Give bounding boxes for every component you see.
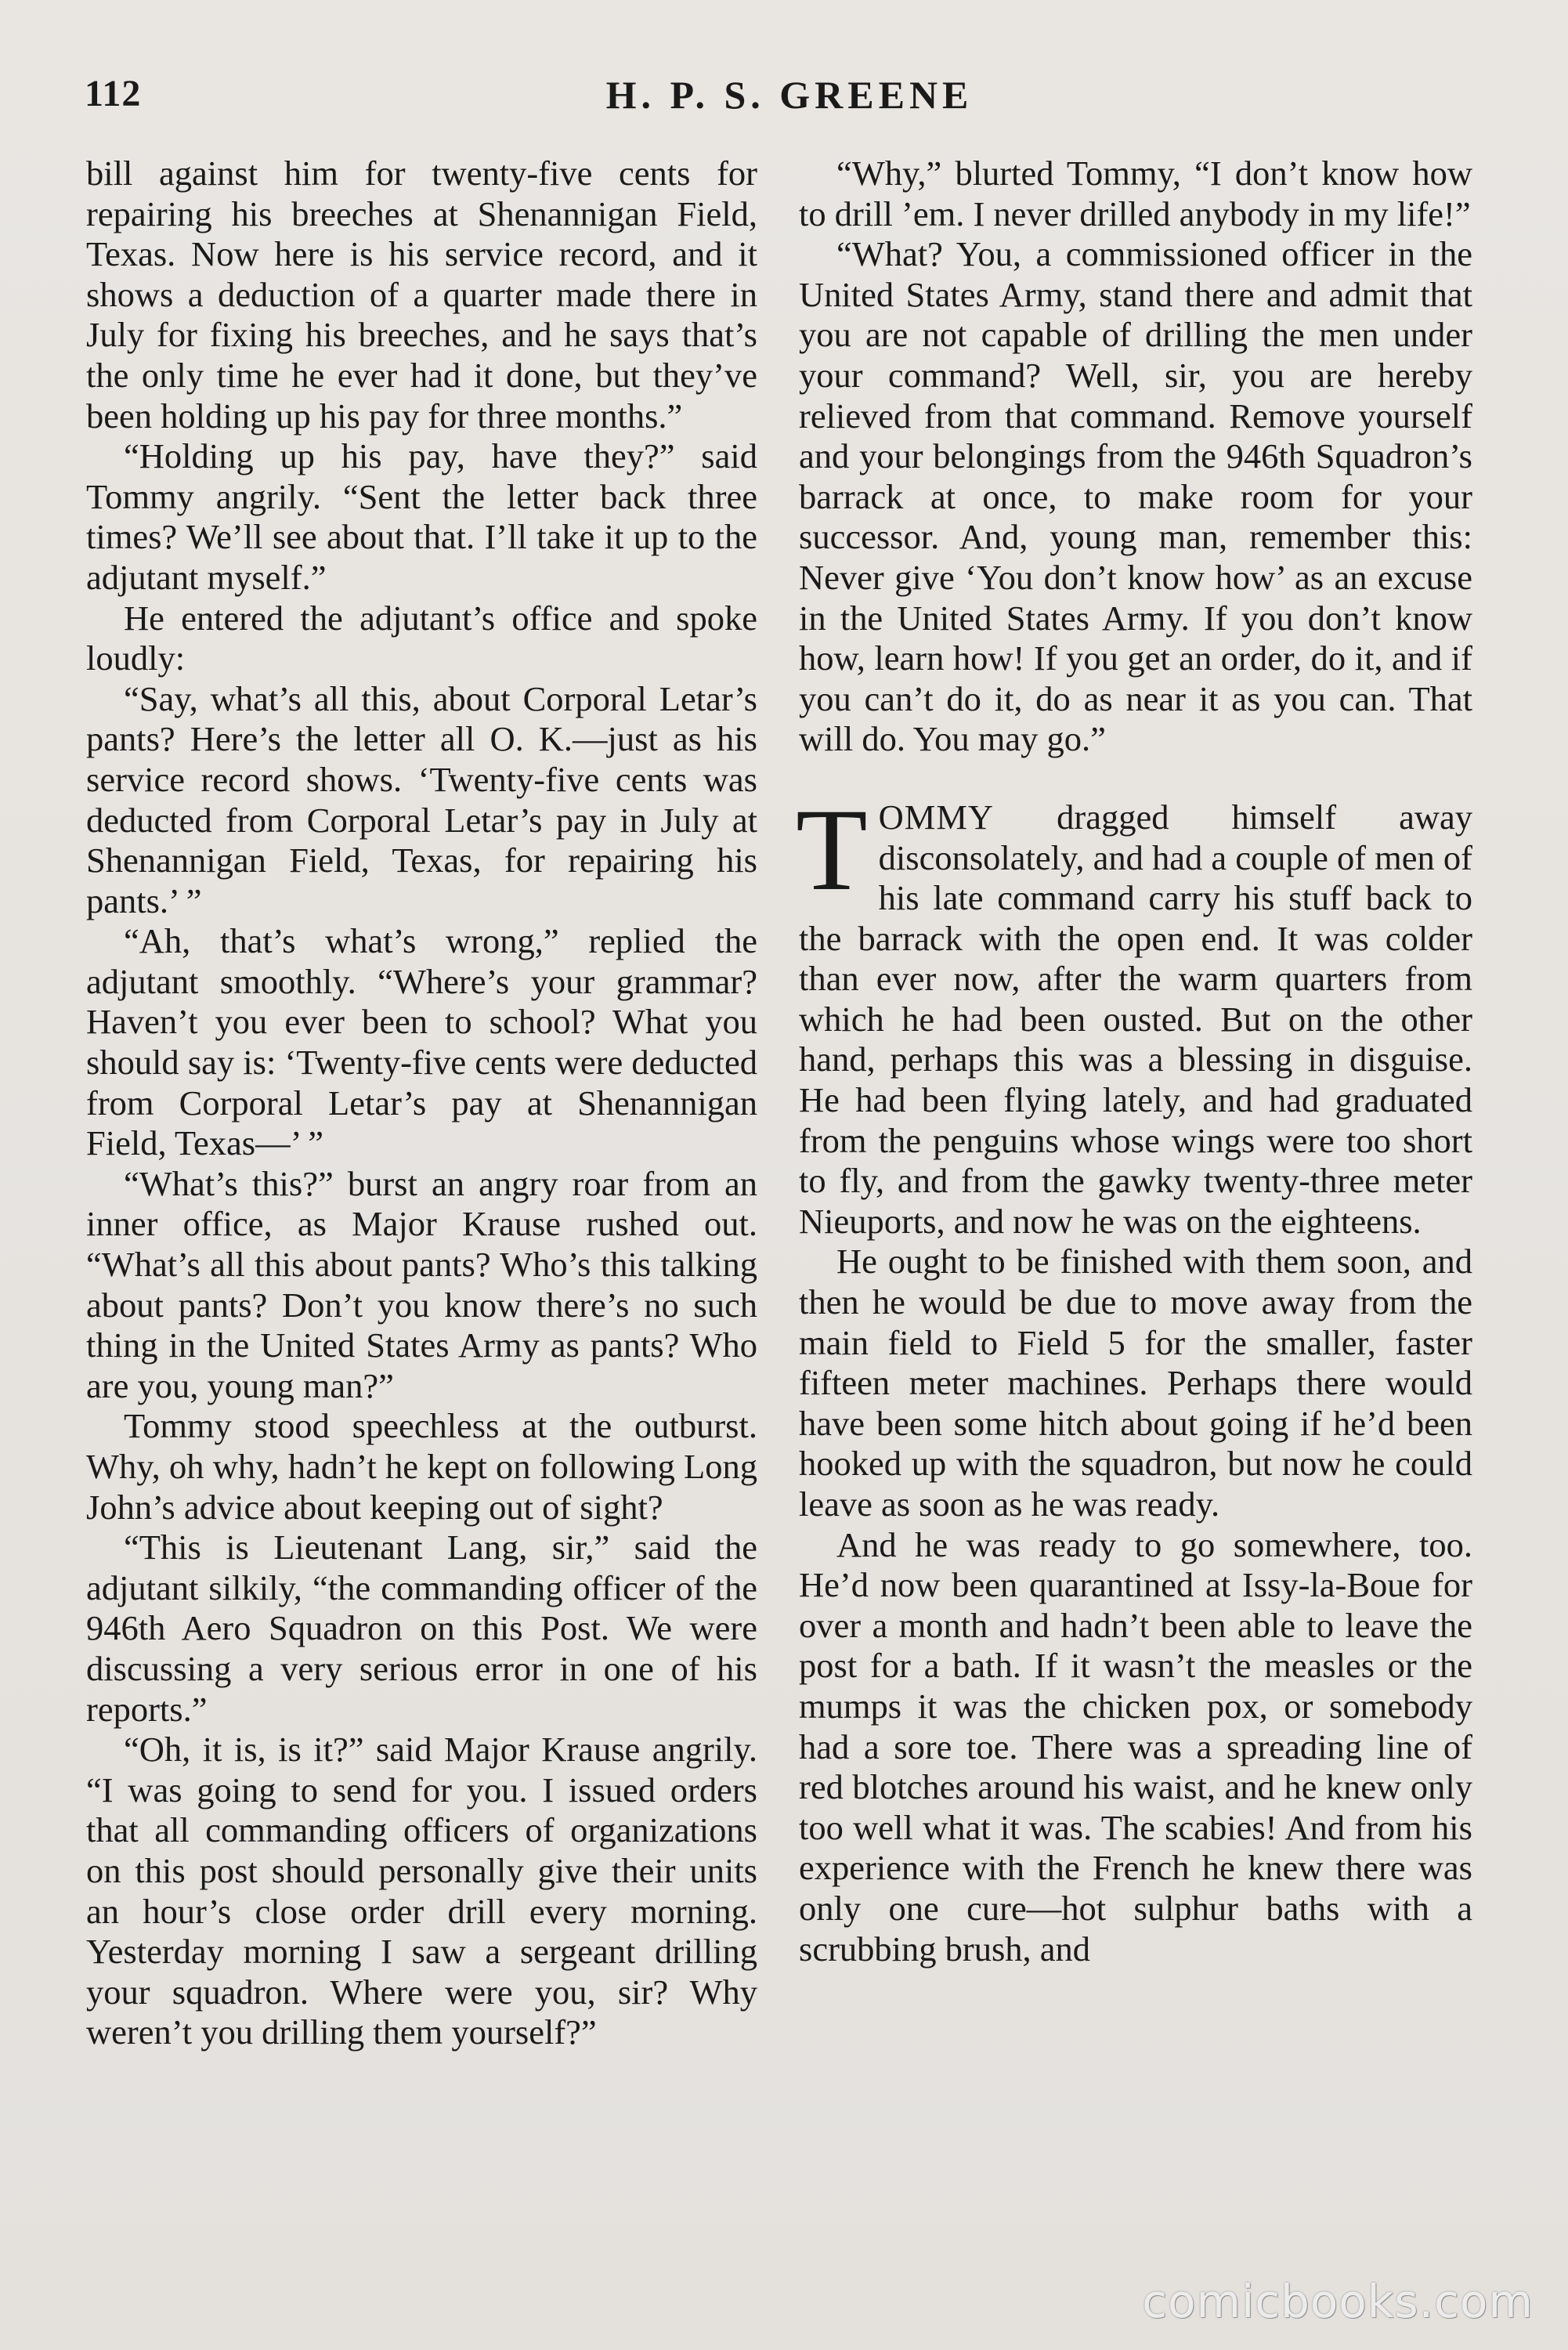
paragraph: “Ah, that’s what’s wrong,” replied the adjutant smoothly. “Where’s your grammar? Haven’t you ever been to school? What you should say is: ‘Twenty-five cents were deducted from Corporal Letar’s pay at Shenannigan Field, Texas—’ ” — [86, 921, 757, 1163]
dropcap-paragraph — [796, 784, 1472, 1242]
watermark-logo: comicbooks.com — [1142, 2275, 1534, 2328]
section-break — [799, 760, 1472, 797]
paragraph: “What? You, a commissioned officer in the United States Army, stand there and admit that you are not capable of drilling the men under your command? Well, sir, you are hereby relieved from that command. Remove yourself and your belongings from the 946th Squadron’s barrack at once, to make room for your successor. And, young man, remember this: Never give ‘You don’t know how’ as an excuse in the United States Army. If you don’t know how, learn how! If you get an order, do it, and if you can’t do it, do as near it as you can. That will do. You may go.” — [799, 234, 1472, 759]
right-column — [796, 154, 1472, 1969]
paragraph: “Holding up his pay, have they?” said Tommy angrily. “Sent the letter back three times? We’ll see about that. I’ll take it up to the adjutant myself.” — [86, 436, 757, 597]
paragraph: “What’s this?” burst an angry roar from an inner office, as Major Krause rushed out. “What’s all this about pants? Who’s this talking about pants? Don’t you know there’s no such thing in the United States Army as pants? Who are you, young man?” — [86, 1163, 757, 1405]
paragraph: “This is Lieutenant Lang, sir,” said the adjutant silkily, “the commanding officer of the 946th Aero Squadron on this Post. We were discussing a very serious error in one of his reports.” — [86, 1528, 757, 1729]
drop-cap-paragraph-text: dragged himself away disconsolately, and had a couple of men of his late command carry his stuff back to the barrack with the open end. It was colder than ever now, after the warm quarters from which he had been ousted. But on the other hand, perhaps this was a blessing in disguise. He had been flying lately, and had graduated from the penguins whose wings were too short to fly, and from the gawky twenty-three meter Nieuports, and now he was on the eighteens. — [799, 797, 1472, 1241]
paragraph: “Why,” blurted Tommy, “I don’t know how to drill ’em. I never drilled anybody in my life!” — [799, 154, 1472, 233]
paragraph: “Oh, it is, is it?” said Major Krause angrily. “I was going to send for you. I issued orders that all commanding officers of organizations on this post should personally give their units an hour’s close order drill every morning. Yesterday morning I saw a sergeant drilling your squadron. Where were you, sir? Why weren’t you drilling them yourself?” — [86, 1730, 757, 2052]
paragraph: “Say, what’s all this, about Corporal Letar’s pants? Here’s the letter all O. K.—just as his service record shows. ‘Twenty-five cents was deducted from Corporal Letar’s pay in July at Shenannigan Field, Texas, for repairing his pants.’ ” — [86, 678, 757, 920]
drop-cap-small-caps: OMMY — [878, 797, 995, 837]
paragraph: bill against him for twenty-five cents for repairing his breeches at Shenannigan Field, Texas. Now here is his service record, and it shows a deduction of a quarter made there in July for fixing his breeches, and he says that’s the only time he ever had it done, but they’ve been holding up his pay for three months.” — [86, 154, 757, 436]
page-number: 112 — [85, 73, 142, 114]
paragraph: He ought to be finished with them soon, and then he would be due to move away from the main field to Field 5 for the smaller, faster fifteen meter machines. Perhaps there would have been some hitch about going if he’d been hooked up with the squadron, but now he could leave as soon as he was ready. — [799, 1242, 1472, 1524]
paragraph: And he was ready to go somewhere, too. He’d now been quarantined at Issy-la-Boue for over a month and hadn’t been able to leave the post for a bath. If it wasn’t the measles or the mumps it was the chicken pox, or somebody had a sore toe. There was a spreading line of red blotches around his waist, and he knew only too well what it was. The scabies! And from his experience with the French he knew there was only one cure—hot sulphur baths with a scrubbing brush, and — [799, 1524, 1472, 1969]
paragraph: He entered the adjutant’s office and spoke loudly: — [86, 598, 757, 678]
drop-cap-letter: T — [796, 784, 868, 915]
page-header — [85, 72, 1494, 119]
left-column — [86, 154, 757, 2053]
paragraph: Tommy stood speechless at the outburst. Why, oh why, hadn’t he kept on following Long John’s advice about keeping out of sight? — [86, 1406, 757, 1527]
running-head: H. P. S. GREENE — [605, 73, 974, 117]
